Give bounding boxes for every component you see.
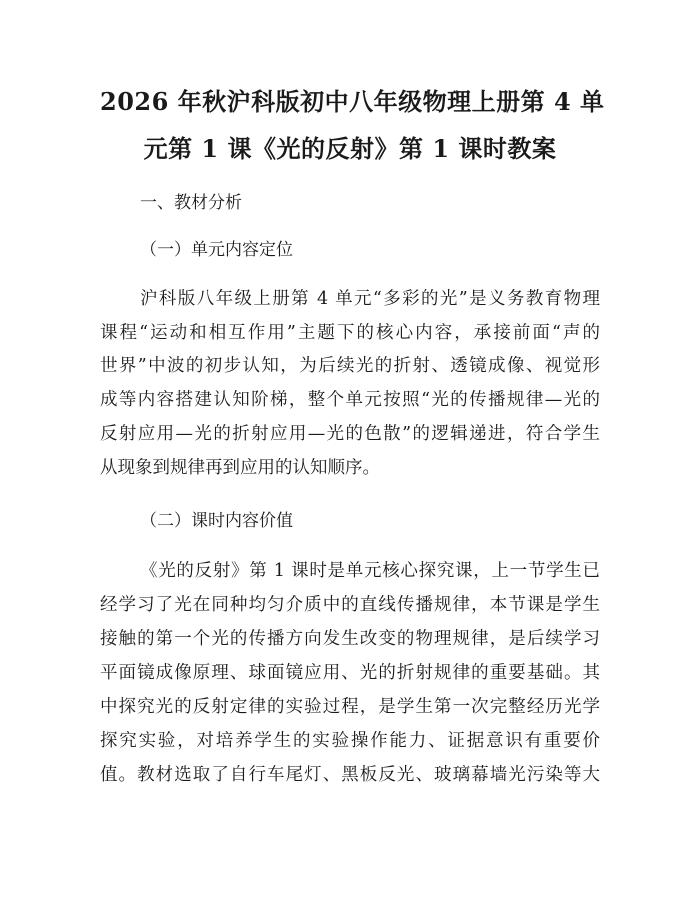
- section-heading-textbook-analysis: 一、教材分析: [140, 193, 242, 213]
- paragraph-2-line: 《光的反射》第 1 课时是单元核心探究课，上一节学生已: [140, 561, 600, 581]
- paragraph-1-line: 课程“运动和相互作用”主题下的核心内容，承接前面“声的: [100, 323, 600, 343]
- paragraph-1-line: 从现象到规律再到应用的认知顺序。: [100, 458, 380, 478]
- paragraph-2-line: 平面镜成像原理、球面镜应用、光的折射规律的重要基础。其: [100, 663, 600, 683]
- subsection-heading-lesson-value: （二）课时内容价值: [140, 511, 293, 531]
- paragraph-1-line: 世界”中波的初步认知，为后续光的折射、透镜成像、视觉形: [100, 356, 600, 376]
- paragraph-2-line: 中探究光的反射定律的实验过程，是学生第一次完整经历光学: [100, 697, 600, 717]
- paragraph-1-line: 反射应用—光的折射应用—光的色散”的逻辑递进，符合学生: [100, 424, 600, 444]
- document-title-line-1: 2026 年秋沪科版初中八年级物理上册第 4 单: [100, 87, 605, 116]
- paragraph-2-line: 值。教材选取了自行车尾灯、黑板反光、玻璃幕墙光污染等大: [100, 765, 600, 785]
- paragraph-1-line: 沪科版八年级上册第 4 单元“多彩的光”是义务教育物理: [140, 289, 600, 309]
- paragraph-2-line: 经学习了光在同种均匀介质中的直线传播规律，本节课是学生: [100, 595, 600, 615]
- paragraph-2-line: 探究实验，对培养学生的实验操作能力、证据意识有重要价: [100, 731, 600, 751]
- subsection-heading-unit-positioning: （一）单元内容定位: [140, 240, 293, 260]
- document-title-line-2: 元第 1 课《光的反射》第 1 课时教案: [143, 134, 557, 163]
- paragraph-1-line: 成等内容搭建认知阶梯，整个单元按照“光的传播规律—光的: [100, 390, 600, 410]
- paragraph-2-line: 接触的第一个光的传播方向发生改变的物理规律，是后续学习: [100, 629, 600, 649]
